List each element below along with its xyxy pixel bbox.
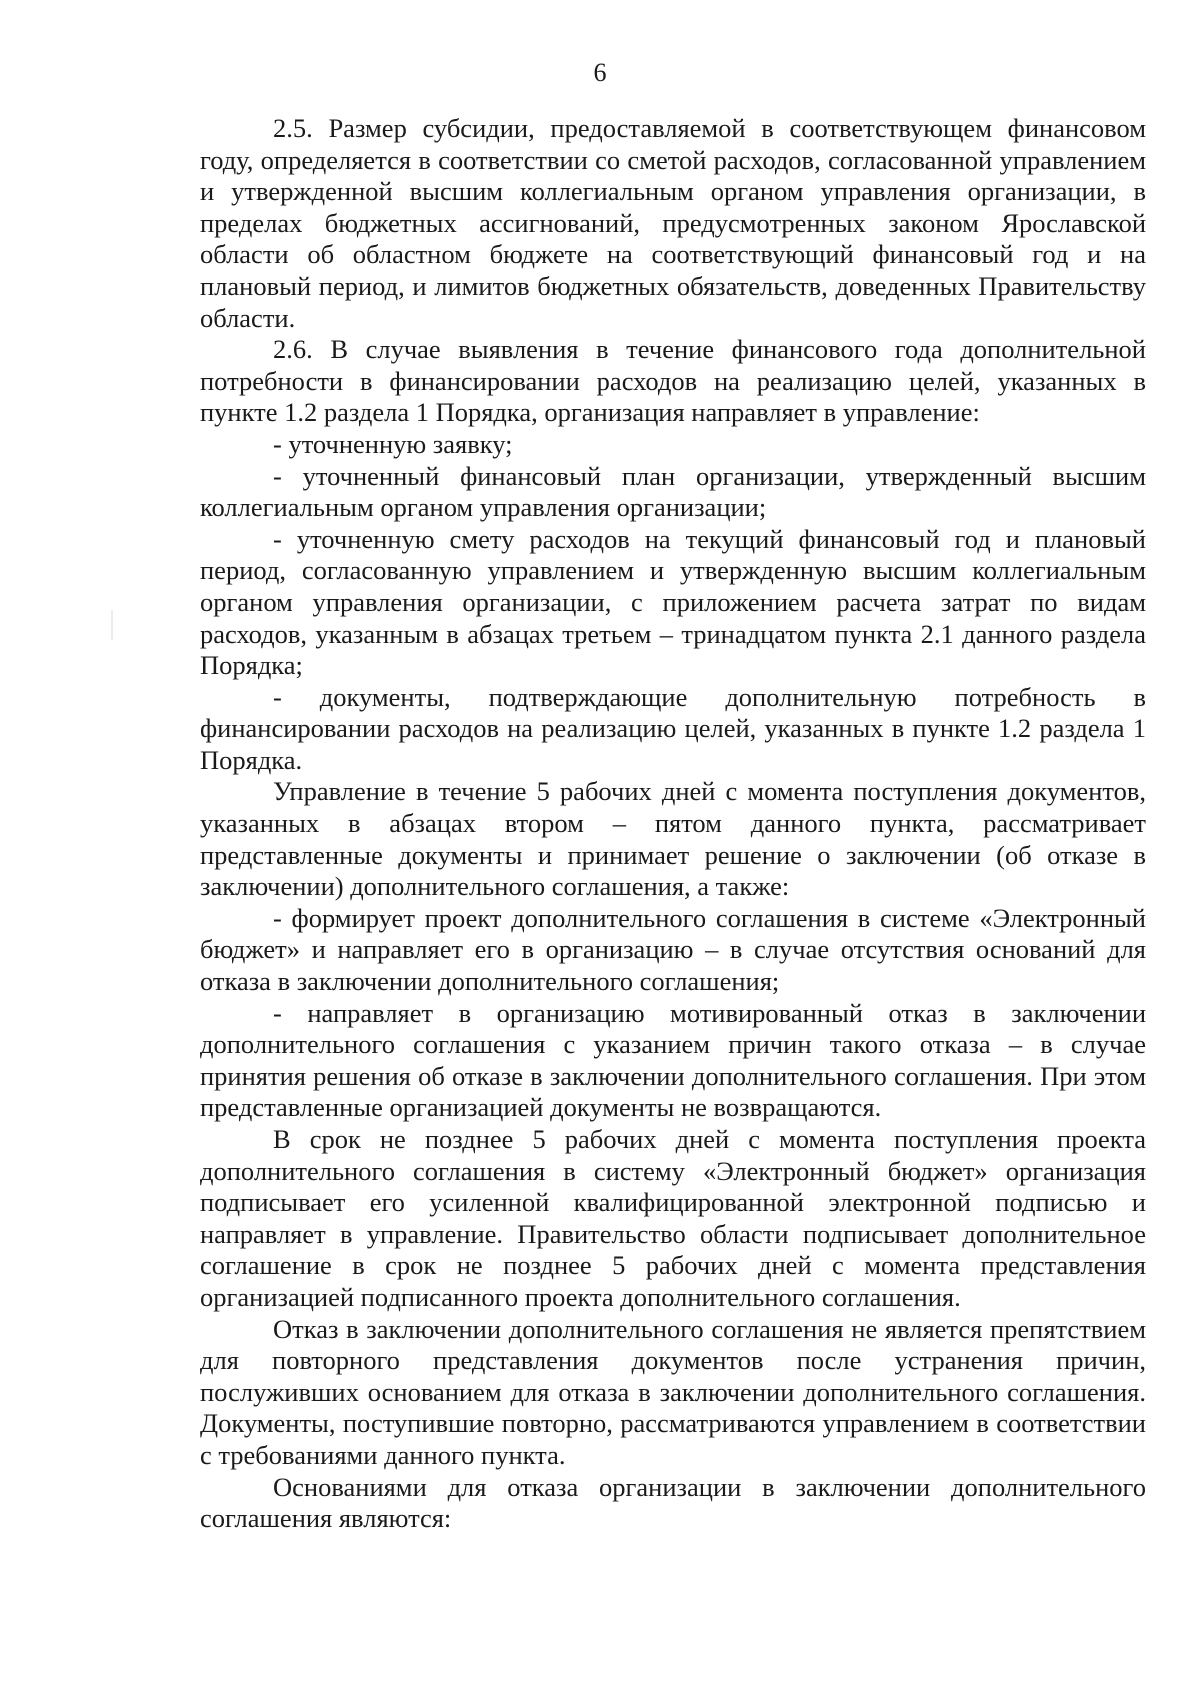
list-item-send-refusal: - направляет в организацию мотивированный отказ в заключении дополнительного соглашения с указанием причин такого отказа – в случае принятия решения об отказе в заключении дополнительного соглашения. При этом представленные организацией документы не возвращаются.	[200, 997, 1146, 1123]
list-item-form-draft-agreement: - формирует проект дополнительного соглашения в системе «Электронный бюджет» и направляет его в организацию – в случае отсутствия оснований для отказа в заключении дополнительного соглашения;	[200, 902, 1146, 997]
paragraph-refusal-grounds: Основаниями для отказа организации в заключении дополнительного соглашения являются:	[200, 1471, 1146, 1534]
paragraph-signing-deadline: В срок не позднее 5 рабочих дней с момента поступления проекта дополнительного соглашения в систему «Электронный бюджет» организация подписывает его усиленной квалифицированной электронной подписью и направляет в управление. Правительство области подписывает дополнительное соглашение в срок не позднее 5 рабочих дней с момента представления организацией подписанного проекта дополнительного соглашения.	[200, 1124, 1146, 1312]
list-item-refined-financial-plan: - уточненный финансовый план организации, утвержденный высшим коллегиальным органом управления организации;	[200, 460, 1146, 523]
list-item-refined-application: - уточненную заявку;	[273, 428, 513, 459]
paragraph-refusal-not-obstacle: Отказ в заключении дополнительного соглашения не является препятствием для повторного представления документов после устранения причин, послуживших основанием для отказа в заключении дополнительного соглашения. Документы, поступившие повторно, рассматриваются управлением в соответствии с требованиями данного пункта.	[200, 1313, 1146, 1470]
paragraph-2-5: 2.5. Размер субсидии, предоставляемой в соответствующем финансовом году, определяется в соответствии со сметой расходов, согласованной управлением и утвержденной высшим коллегиальным органом управления организации, в пределах бюджетных ассигнований, предусмотренных законом Ярославской области об областном бюджете на соответствующий финансовый год и на плановый период, и лимитов бюджетных обязательств, доведенных Правительству области.	[200, 113, 1146, 333]
paragraph-2-6: 2.6. В случае выявления в течение финансового года дополнительной потребности в финансировании расходов на реализацию целей, указанных в пункте 1.2 раздела 1 Порядка, организация направляет в управление:	[200, 334, 1146, 428]
list-item-refined-budget-estimate: - уточненную смету расходов на текущий финансовый год и плановый период, согласованную управлением и утвержденную высшим коллегиальным органом управления организации, с приложением расчета затрат по видам расходов, указанным в абзацах третьем – тринадцатом пункта 2.1 данного раздела Порядка;	[200, 523, 1146, 681]
paragraph-review-procedure: Управление в течение 5 рабочих дней с момента поступления документов, указанных в абзацах втором – пятом данного пункта, рассматривает представленные документы и принимает решение о заключении (об отказе в заключении) дополнительного соглашения, а также:	[200, 776, 1146, 902]
document-body	[200, 113, 1146, 1535]
list-item-supporting-documents: - документы, подтверждающие дополнительную потребность в финансировании расходов на реализацию целей, указанных в пункте 1.2 раздела 1 Порядка.	[200, 681, 1146, 775]
page-number: 6	[593, 58, 607, 87]
